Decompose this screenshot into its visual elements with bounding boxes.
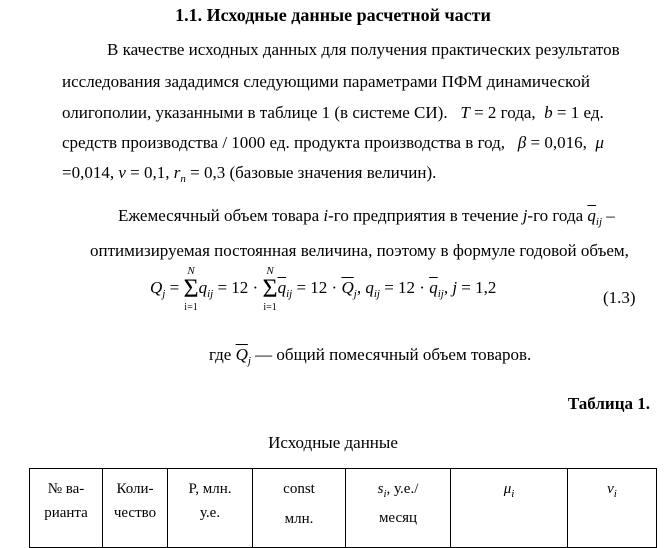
formula-part-mid: = 12 · xyxy=(217,277,259,297)
where-line: где $\overline{Q}_j$ — общий помесячный объем товаров. xyxy=(209,345,532,367)
header-cell-quantity: Коли- чество xyxy=(103,469,168,548)
symbol-i: i xyxy=(323,206,329,225)
para2-text-c: -го года xyxy=(527,206,584,225)
header-cell-s: $s_i$, у.е./ месяц xyxy=(346,469,451,548)
para2-text-a: Ежемесячный объем товара xyxy=(118,206,320,225)
table-title: Исходные данные xyxy=(268,433,398,452)
formula-part-end1: = 12 · xyxy=(296,277,338,297)
para2-line2: оптимизируемая постоянная величина, поэтому в формуле годовой объем, xyxy=(90,241,629,260)
symbol-beta: β xyxy=(517,133,527,152)
header-cell-nu: $\nu_i$ xyxy=(568,469,657,548)
header-cell-variant: № ва- рианта xyxy=(30,469,103,548)
nu-value: = 0,1, xyxy=(130,163,170,182)
para1-line4-text: средств производства / 1000 ед. продукта производства в год, xyxy=(62,133,506,152)
beta-value: = 0,016, xyxy=(530,133,587,152)
b-value: = 1 ед. xyxy=(556,103,604,122)
header-cell-const: const млн. xyxy=(253,469,346,548)
para1-line3-text: олигополии, указанными в таблице 1 (в системе СИ). xyxy=(62,103,448,122)
symbol-q-bar-ij: $\overline{q}$ xyxy=(587,206,596,225)
symbol-mu: μ xyxy=(595,133,604,152)
table-header-row xyxy=(30,469,657,548)
symbol-j: j xyxy=(522,206,528,225)
formula-1-3: $Q_j$ = N Σ i=1 $q_{ij} = 12$ · N Σ i=1 $\overline{q}_{ij} = 12 \cdot \overline{Q}_j$, $q_{ij} = 12 \cdot \overline{q}_{ij}$, j = 1,2 xyxy=(150,265,497,313)
header-cell-p: P, млн. у.е. xyxy=(168,469,253,548)
where-prefix: где xyxy=(209,345,232,364)
para2-text-b: -го предприятия в течение xyxy=(328,206,519,225)
sum-symbol-2: N Σ i=1 xyxy=(262,265,278,313)
symbol-nu: ν xyxy=(118,163,126,182)
mu-value: =0,014, xyxy=(62,163,115,182)
T-value: = 2 года, xyxy=(474,103,536,122)
section-heading: 1.1. Исходные данные расчетной части xyxy=(175,5,491,25)
para1-line3 xyxy=(62,103,604,123)
r-value: = 0,3 xyxy=(190,163,226,182)
para1-line2: исследования зададимся следующими параметрами ПФМ динамической xyxy=(62,72,590,91)
para1-line1: В качестве исходных данных для получения практических результатов xyxy=(107,40,620,59)
header-cell-mu: $\mu_i$ xyxy=(451,469,568,548)
para1-line5 xyxy=(62,163,436,185)
para2-line1: Ежемесячный объем товара i-го предприятия в течение j-го года $\overline{q}_{ij}$ – xyxy=(118,206,615,228)
formula-part-end2: = 12 · xyxy=(384,277,425,297)
symbol-b: b xyxy=(544,103,553,122)
sum-symbol-1: N Σ i=1 xyxy=(183,265,199,313)
table-caption: Таблица 1. xyxy=(567,394,650,413)
base-note: (базовые значения величин). xyxy=(229,163,437,182)
symbol-T: T xyxy=(460,103,470,122)
equation-number: (1.3) xyxy=(603,288,636,307)
symbol-r: $r_n$ xyxy=(173,163,186,185)
formula-j-range: = 1,2 xyxy=(461,277,497,297)
para1-line4 xyxy=(62,133,604,153)
where-text: — общий помесячный объем товаров. xyxy=(255,345,532,364)
data-table xyxy=(29,468,657,548)
